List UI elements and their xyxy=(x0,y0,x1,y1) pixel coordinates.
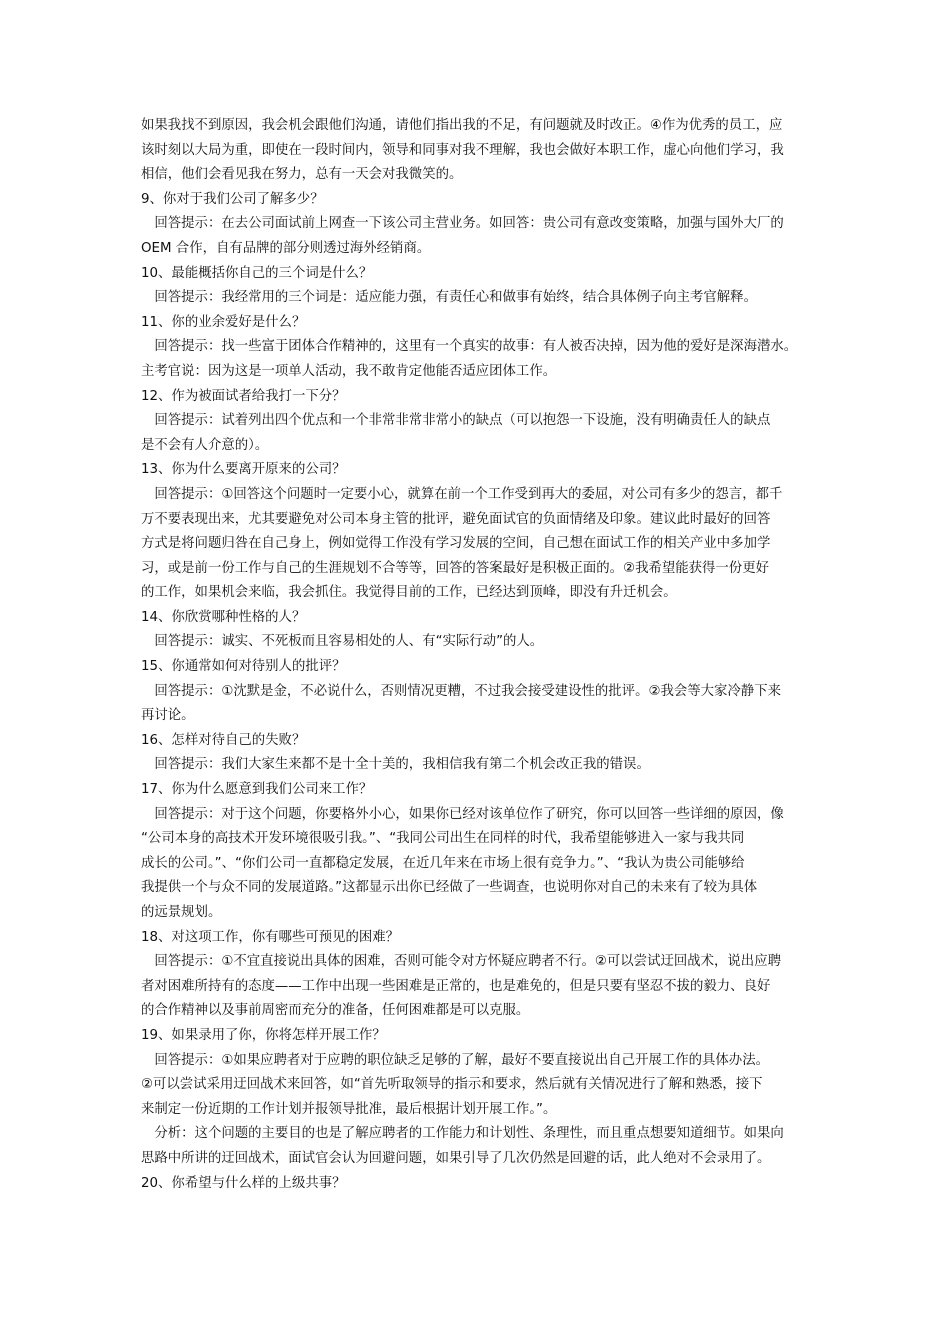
text-line: 回答提示：对于这个问题，你要格外小心，如果你已经对该单位作了研究，你可以回答一些详细的原因，像 xyxy=(141,806,784,822)
text-line: 思路中所讲的迂回战术，面试官会认为回避问题，如果引导了几次仍然是回避的话，此人绝对不会录用了。 xyxy=(141,1150,771,1166)
question-heading: 9、你对于我们公司了解多少？ xyxy=(141,191,324,207)
text-line: 回答提示：试着列出四个优点和一个非常非常非常小的缺点（可以抱怨一下设施，没有明确责任人的缺点 xyxy=(141,413,771,429)
text-line: ②可以尝试采用迂回战术来回答，如“首先听取领导的指示和要求，然后就有关情况进行了解和熟悉，接下 xyxy=(141,1077,763,1093)
question-heading: 15、你通常如何对待别人的批评？ xyxy=(141,659,346,675)
text-line: 如果我找不到原因，我会机会跟他们沟通，请他们指出我的不足，有问题就及时改正。④作为优秀的员工，应 xyxy=(141,118,783,133)
text-line: 成长的公司。”、“你们公司一直都稳定发展，在近几年来在市场上很有竞争力。”、“我认为贵公司能够给 xyxy=(141,855,745,871)
text-line: 来制定一份近期的工作计划并报领导批准，最后根据计划开展工作。”。 xyxy=(141,1101,557,1117)
text-line: 回答提示：①回答这个问题时一定要小心，就算在前一个工作受到再大的委屈，对公司有多少的怨言，都千 xyxy=(141,486,783,502)
question-heading: 20、你希望与什么样的上级共事？ xyxy=(141,1175,346,1191)
text-line: 的工作，如果机会来临，我会抓住。我觉得目前的工作，已经达到顶峰，即没有升迁机会。 xyxy=(141,585,677,601)
text-line: 该时刻以大局为重，即使在一段时间内，领导和同事对我不理解，我也会做好本职工作，虚心向他们学习，我 xyxy=(141,142,784,158)
question-heading: 18、对这项工作，你有哪些可预见的困难？ xyxy=(141,929,400,945)
text-line: 回答提示：①如果应聘者对于应聘的职位缺乏足够的了解，最好不要直接说出自己开展工作的具体办法。 xyxy=(141,1052,769,1068)
question-heading: 14、你欣赏哪种性格的人？ xyxy=(141,609,306,625)
question-heading: 19、如果录用了你，你将怎样开展工作？ xyxy=(141,1027,386,1043)
text-line: 主考官说：因为这是一项单人活动，我不敢肯定他能否适应团体工作。 xyxy=(141,363,557,379)
text-line: 的远景规划。 xyxy=(141,905,222,920)
text-line: 回答提示：诚实、不死板而且容易相处的人、有“实际行动”的人。 xyxy=(141,634,544,650)
question-heading: 12、作为被面试者给我打一下分？ xyxy=(141,388,346,404)
text-line: 回答提示：在去公司面试前上网查一下该公司主营业务。如回答：贵公司有意改变策略，加强与国外大厂的 xyxy=(141,216,784,232)
text-line: 回答提示：我经常用的三个词是：适应能力强，有责任心和做事有始终，结合具体例子向主考官解释。 xyxy=(141,290,757,306)
text-line: OEM 合作，自有品牌的部分则透过海外经销商。 xyxy=(141,240,431,256)
text-line: 回答提示：①沈默是金，不必说什么，否则情况更糟，不过我会接受建设性的批评。②我会等大家冷静下来 xyxy=(141,683,781,699)
text-line: 相信，他们会看见我在努力，总有一天会对我微笑的。 xyxy=(141,167,463,183)
text-line: 回答提示：找一些富于团体合作精神的，这里有一个真实的故事：有人被否决掉，因为他的爱好是深海潜水。 xyxy=(141,339,798,355)
text-line: 方式是将问题归咎在自己身上，例如觉得工作没有学习发展的空间，自己想在面试工作的相关产业中多加学 xyxy=(141,536,771,552)
text-line: 回答提示：①不宜直接说出具体的困难，否则可能令对方怀疑应聘者不行。②可以尝试迂回战术，说出应聘 xyxy=(141,954,781,970)
question-heading: 17、你为什么愿意到我们公司来工作？ xyxy=(141,782,373,798)
text-line: “公司本身的高技术开发环境很吸引我。”、“我同公司出生在同样的时代，我希望能够进入一家与我共同 xyxy=(141,831,745,847)
text-line: 再讨论。 xyxy=(141,708,195,724)
text-line: 回答提示：我们大家生来都不是十全十美的，我相信我有第二个机会改正我的错误。 xyxy=(141,757,650,773)
question-heading: 10、最能概括你自己的三个词是什么？ xyxy=(141,265,373,281)
text-line: 我提供一个与众不同的发展道路。”这都显示出你已经做了一些调查，也说明你对自己的未来有了较为具体 xyxy=(141,880,758,896)
question-heading: 11、你的业余爱好是什么？ xyxy=(141,314,306,330)
text-line: 万不要表现出来，尤其要避免对公司本身主管的批评，避免面试官的负面情绪及印象。建议此时最好的回答 xyxy=(141,511,771,527)
document-body xyxy=(141,114,813,1196)
text-line: 者对困难所持有的态度——工作中出现一些困难是正常的，也是难免的，但是只要有坚忍不拔的毅力、良好 xyxy=(141,978,771,994)
question-heading: 13、你为什么要离开原来的公司？ xyxy=(141,462,346,478)
text-line: 的合作精神以及事前周密而充分的准备，任何困难都是可以克服。 xyxy=(141,1003,530,1019)
text-line: 习，或是前一份工作与自己的生涯规划不合等等，回答的答案最好是积极正面的。②我希望能获得一份更好 xyxy=(141,560,769,576)
question-heading: 16、怎样对待自己的失败？ xyxy=(141,732,306,748)
text-line: 是不会有人介意的）。 xyxy=(141,437,269,453)
text-line: 分析：这个问题的主要目的也是了解应聘者的工作能力和计划性、条理性，而且重点想要知道细节。如果向 xyxy=(141,1126,784,1142)
